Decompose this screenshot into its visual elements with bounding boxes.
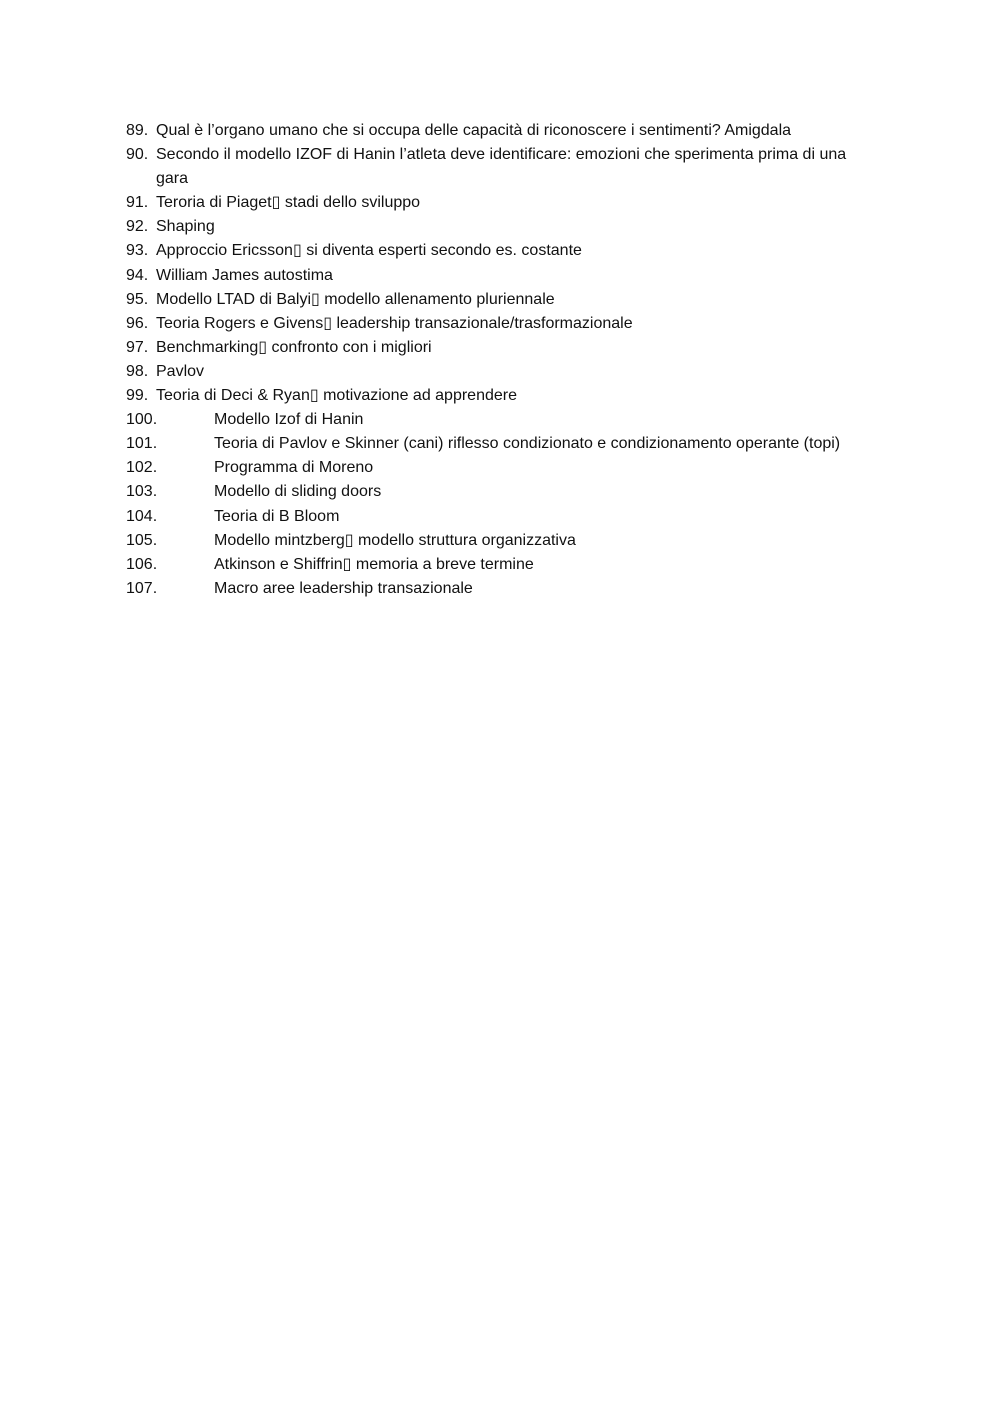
item-number: 102. xyxy=(126,459,158,477)
list-item xyxy=(126,577,906,601)
item-number: 100. xyxy=(126,411,158,429)
item-number: 94. xyxy=(126,266,149,284)
item-number: 101. xyxy=(126,435,158,453)
item-text: Pavlov xyxy=(156,362,205,380)
list-item xyxy=(126,480,906,504)
item-number: 90. xyxy=(126,146,149,164)
item-number: 104. xyxy=(126,507,158,525)
list-item xyxy=(126,553,906,577)
item-text: Shaping xyxy=(156,218,215,236)
list-item xyxy=(126,456,906,480)
list-item xyxy=(126,432,906,456)
item-text: Qual è l’organo umano che si occupa delle capacità di riconoscere i sentimenti? Amigdala xyxy=(156,122,792,139)
list-item xyxy=(126,288,906,312)
item-number: 92. xyxy=(126,218,149,236)
numbered-list xyxy=(126,119,906,601)
list-item xyxy=(126,360,906,384)
list-item xyxy=(126,264,906,288)
list-item xyxy=(126,408,906,432)
item-number: 95. xyxy=(126,290,149,308)
list-item xyxy=(126,119,906,143)
item-text: Modello Izof di Hanin xyxy=(214,411,364,429)
item-text: Macro aree leadership transazionale xyxy=(214,579,473,597)
list-item xyxy=(126,529,906,553)
item-number: 106. xyxy=(126,555,158,573)
item-number: 89. xyxy=(126,122,149,139)
list-item xyxy=(126,384,906,408)
item-number: 98. xyxy=(126,362,149,380)
item-number: 105. xyxy=(126,531,158,549)
item-text: Teoria di B Bloom xyxy=(214,507,340,525)
item-text: Benchmarking▯ confronto con i migliori xyxy=(156,338,432,356)
list-item xyxy=(126,143,906,191)
list-item xyxy=(126,505,906,529)
item-number: 91. xyxy=(126,194,149,212)
item-number: 96. xyxy=(126,314,149,332)
item-text: Teoria di Deci & Ryan▯ motivazione ad apprendere xyxy=(156,387,517,405)
item-text: Modello LTAD di Balyi▯ modello allenamento pluriennale xyxy=(156,290,555,308)
item-number: 93. xyxy=(126,242,149,260)
item-text: Teroria di Piaget▯ stadi dello sviluppo xyxy=(156,194,421,212)
item-text: Atkinson e Shiffrin▯ memoria a breve termine xyxy=(214,555,534,573)
item-text: Modello mintzberg▯ modello struttura organizzativa xyxy=(214,531,576,549)
item-text: William James autostima xyxy=(156,266,333,284)
list-item xyxy=(126,215,906,239)
list-item xyxy=(126,336,906,360)
list-item xyxy=(126,239,906,263)
item-number: 107. xyxy=(126,579,158,597)
item-number: 103. xyxy=(126,483,158,501)
item-number: 97. xyxy=(126,338,149,356)
item-text: Programma di Moreno xyxy=(214,459,374,477)
list-item xyxy=(126,312,906,336)
item-text: Teoria Rogers e Givens▯ leadership transazionale/trasformazionale xyxy=(156,314,633,332)
item-text: Secondo il modello IZOF di Hanin l’atleta deve identificare: emozioni che sperimenta prima di una gara xyxy=(156,146,847,188)
item-text: Modello di sliding doors xyxy=(214,483,382,501)
item-text: Teoria di Pavlov e Skinner (cani) riflesso condizionato e condizionamento operante (topi) xyxy=(214,435,841,453)
list-item xyxy=(126,191,906,215)
item-number: 99. xyxy=(126,387,149,405)
item-text: Approccio Ericsson▯ si diventa esperti secondo es. costante xyxy=(156,242,582,260)
